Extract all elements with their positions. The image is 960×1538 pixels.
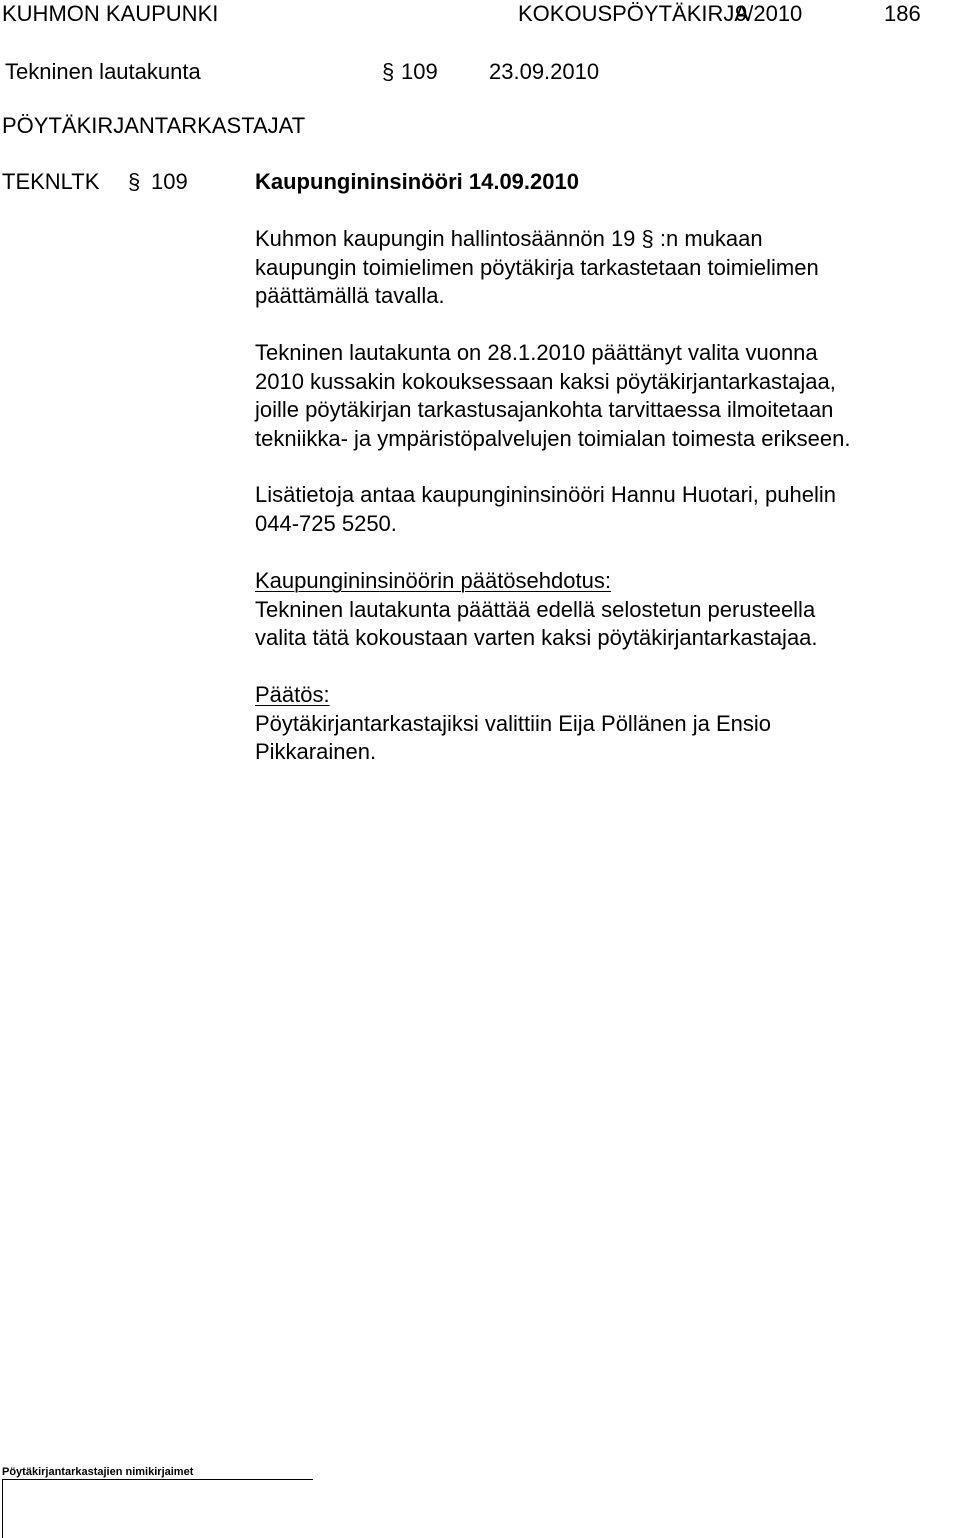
signature-label: Pöytäkirjantarkastajien nimikirjaimet	[2, 1466, 194, 1478]
reference-code: TEKNLTK	[2, 169, 100, 194]
reference-section-number: 109	[151, 169, 188, 194]
committee-name: Tekninen lautakunta	[5, 59, 201, 84]
history-line: tekniikka- ja ympäristöpalvelujen toimialan toimesta erikseen.	[255, 426, 851, 452]
proposal-block	[255, 567, 818, 653]
section-sign: §	[382, 59, 395, 84]
info-paragraph	[255, 481, 836, 538]
section-number: 109	[401, 59, 438, 84]
presenter-and-date: Kaupungininsinööri 14.09.2010	[255, 169, 579, 194]
proposal-heading: Kaupungininsinöörin päätösehdotus:	[255, 568, 611, 593]
decision-line: Pöytäkirjantarkastajiksi valittiin Eija Pöllänen ja Ensio	[255, 710, 772, 736]
intro-line: kaupungin toimielimen pöytäkirja tarkastetaan toimielimen	[255, 254, 819, 280]
document-type: KOKOUSPÖYTÄKIRJA	[518, 1, 750, 26]
signature-rule	[2, 1479, 313, 1480]
municipality-name: KUHMON KAUPUNKI	[2, 1, 219, 26]
proposal-line: valita tätä kokoustaan varten kaksi pöytäkirjantarkastajaa.	[255, 625, 818, 651]
intro-line: Kuhmon kaupungin hallintosäännön 19 § :n mukaan	[255, 226, 763, 251]
history-line: 2010 kussakin kokouksessaan kaksi pöytäkirjantarkastajaa,	[255, 368, 836, 394]
page-number: 186	[884, 1, 921, 26]
decision-heading: Päätös:	[255, 682, 330, 707]
document-number: 9/2010	[735, 1, 803, 26]
decision-line: Pikkarainen.	[255, 739, 377, 765]
reference-section-sign: §	[128, 169, 141, 194]
decision-block	[255, 681, 771, 767]
info-line: 044-725 5250.	[255, 510, 397, 536]
history-line: joille pöytäkirjan tarkastusajankohta tarvittaessa ilmoitetaan	[255, 397, 834, 423]
section-title: PÖYTÄKIRJANTARKASTAJAT	[2, 113, 306, 138]
history-line: Tekninen lautakunta on 28.1.2010 päättänyt valita vuonna	[255, 340, 818, 365]
meeting-date: 23.09.2010	[489, 59, 600, 84]
history-paragraph	[255, 339, 851, 454]
signature-box-edge	[2, 1480, 3, 1538]
intro-line: päättämällä tavalla.	[255, 283, 445, 309]
proposal-line: Tekninen lautakunta päättää edellä selostetun perusteella	[255, 596, 816, 622]
intro-paragraph	[255, 225, 819, 311]
info-line: Lisätietoja antaa kaupungininsinööri Hannu Huotari, puhelin	[255, 482, 836, 507]
